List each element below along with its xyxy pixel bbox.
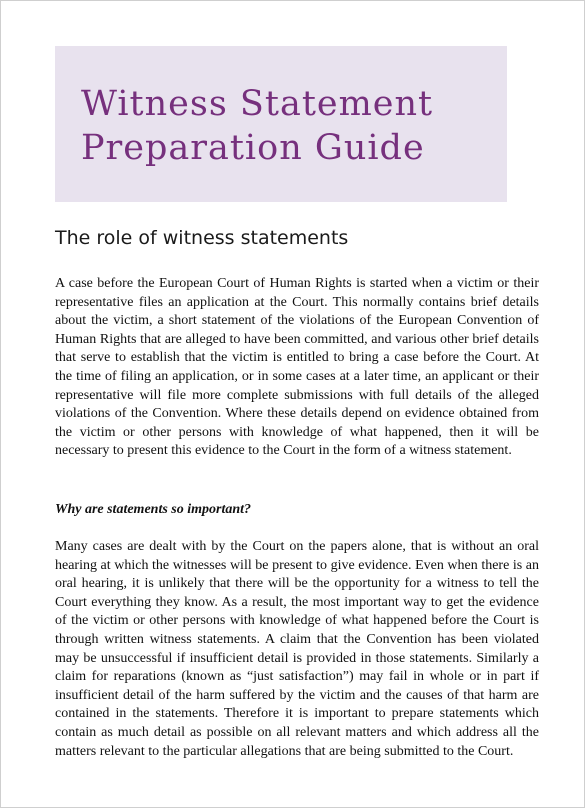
subheading-why-important: Why are statements so important? (55, 502, 252, 517)
paragraph-role-of-statements: A case before the European Court of Human Rights is started when a victim or their representative files an application at the Court. This normally contains brief details about the victim, a short statement of the violations of the European Convention of Human Rights that are alleged to have been committed, and various other brief details that serve to establish that the victim is entitled to bring a case before the Court. At the time of filing an application, or in some cases at a later time, an applicant or their representative will file more complete submissions with full details of the alleged violations of the Convention. Where these details depend on evidence obtained from the victim or other persons with knowledge of what happened, then it will be necessary to present this evidence to the Court in the form of a witness statement. (55, 276, 539, 459)
title-banner (55, 46, 507, 202)
document-title-line-2: Preparation Guide (81, 128, 425, 168)
paragraph-why-important: Many cases are dealt with by the Court on the papers alone, that is without an oral hearing at which the witnesses will be present to give evidence. Even when there is an oral hearing, it is unlikely that there will be the opportunity for a witness to tell the Court everything they know. As a result, the most important way to get the evidence of the victim or other persons with knowledge of what happened before the Court is through written witness statements. A claim that the Convention has been violated may be unsuccessful if insufficient detail is provided in those statements. Similarly a claim for reparations (known as “just satisfaction”) may fail in whole or in part if insufficient detail of the harm suffered by the victim and the causes of that harm are contained in the statements. Therefore it is important to prepare statements which contain as much detail as possible on all relevant matters and which address all the matters relevant to the particular allegations that are being submitted to the Court. (55, 539, 539, 759)
section-heading: The role of witness statements (55, 227, 349, 249)
document-title-line-1: Witness Statement (81, 84, 434, 124)
